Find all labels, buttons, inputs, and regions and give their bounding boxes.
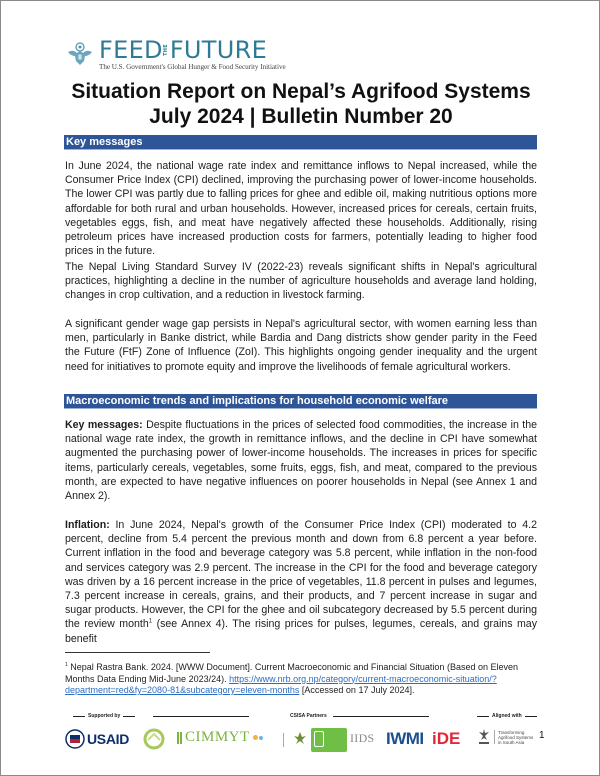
- paragraph: In June 2024, the national wage rate index and remittance inflows to Nepal increased, while the Consumer Price Index (CPI) declined, improving the purchasing power of lower-income households. The lower CPI was partly due to falling prices for ghee and edible oil, making nutritious options more affordable for both rural and urban households. However, increased prices for cereals, certain fruits, vegetables eggs, fish, and meat have negatively affected these households. Additionally, rising petroleum prices have increased production costs for farmers, potentially leading to higher food prices in the future.: [65, 160, 537, 258]
- feed-the-future-logo: [65, 34, 286, 74]
- iids-logo: IIDS: [350, 731, 375, 745]
- usaid-seal-icon: [65, 729, 85, 749]
- logo-word-feed: FEED: [99, 35, 163, 64]
- footnote-marker: 1: [65, 662, 68, 668]
- footer-divider: [153, 716, 249, 717]
- cimmyt-logo: [177, 729, 263, 746]
- usaid-logo: [65, 729, 129, 749]
- paragraph: The Nepal Living Standard Survey IV (2022-23) reveals significant shifts in Nepal's agricultural practices, highlighting a decline in the number of agriculture households and average land holding, changes in crop cultivation, and a reduction in livestock farming.: [65, 261, 537, 302]
- ide-logo: iDE: [432, 729, 461, 748]
- nepal-partner-logo: [311, 728, 347, 752]
- footnote-divider: [65, 652, 210, 653]
- great-seal-icon: [65, 39, 95, 69]
- tafss-logo: [477, 728, 533, 746]
- logo-tagline: The U.S. Government's Global Hunger & Food Security Initiative: [99, 62, 286, 71]
- usaid-wordmark: USAID: [87, 731, 130, 747]
- page-number: 1: [539, 730, 545, 741]
- inflation-label: Inflation:: [65, 519, 110, 531]
- cgiar-icon: [293, 731, 307, 747]
- iwmi-logo: IWMI: [386, 729, 424, 748]
- logo-separator: [283, 733, 284, 747]
- footer-divider: [333, 716, 429, 717]
- paragraph-key-messages: [65, 418, 537, 503]
- cgiar-wheat-icon: [477, 728, 491, 746]
- footnote-reference[interactable]: 1: [148, 618, 153, 625]
- logo-wordmark: [99, 35, 286, 64]
- inflation-text: In June 2024, Nepal's growth of the Consumer Price Index (CPI) moderated to 4.2 percent, decline from 5.4 percent the previous month and down from 6.8 percent a year before. Current inflation in the food and beverage category was 5.8 percent, while inflation in the non-food and services category was 2.9 percent. The increase in the CPI for the food and beverage category was driven by a 16 percent increase in the price of vegetables, 11.8 percent in pulses and legumes, 7.3 percent increase in cereals, grains, and their products, and 7 percent increase in sugar and sugar products. However, the CPI for the ghee and oil subcategory decreased by 5.5 percent during the review month: [65, 519, 537, 631]
- footnote-link[interactable]: https://www.nrb.org.np/category/current-macroeconomic-situation/?department=red&fy=2080-81&subcategory=eleven-months: [65, 673, 497, 695]
- report-title: Situation Report on Nepal’s Agrifood Systems: [71, 80, 531, 103]
- supported-by-label: Supported by: [73, 713, 135, 719]
- csisa-partners-label: CSISA Partners: [290, 713, 327, 719]
- key-messages-text: Despite fluctuations in the prices of selected food commodities, the increase in the national wage rate index, the growth in remittance inflows, and the decline in CPI have somewhat augmented the purchasing power of lower-income households. The increases in prices for specific items, particularly cereals, vegetables, some fruits, eggs, fish, and meat, compared to the previous month, are expected to have negative influences on poorer households in Nepal (see Annex 1 and Annex 2).: [65, 419, 537, 503]
- footnote-accessed: [Accessed on 17 July 2024].: [299, 685, 415, 695]
- cimmyt-wordmark: CIMMYT: [185, 729, 250, 745]
- partner-footer: [65, 713, 545, 753]
- key-messages-label: Key messages:: [65, 419, 143, 431]
- report-subtitle: July 2024 | Bulletin Number 20: [149, 105, 453, 128]
- paragraph: A significant gender wage gap persists in Nepal's agricultural sector, with women earning less than men, particularly in Banke district, while Bardia and Dang districts show gender parity in the Feed the Future (FtF) Zone of Influence (ZoI). This highlights ongoing gender inequality and the urgent need for initiatives to promote equity and improve the livelihoods of female agricultural workers.: [65, 318, 537, 373]
- nepal-agri-logo-icon: [143, 728, 165, 750]
- logo-word-future: FUTURE: [169, 35, 268, 64]
- section-heading-macroeconomic: Macroeconomic trends and implications for household economic welfare: [64, 394, 537, 409]
- section-heading-key-messages: Key messages: [64, 135, 537, 150]
- footnote-text: Nepal Rastra Bank. 2024. [WWW Document]. Current Macroeconomic and Financial Situation (Based on Eleven Months Data Ending Mid-June 2023/24).: [65, 662, 518, 684]
- footnote: [65, 662, 537, 697]
- logo-word-the: THE: [162, 43, 169, 56]
- tafss-text: Transforming Agrifood Systems in South Asia: [498, 729, 534, 745]
- inflation-text-continued: (see Annex 4). The rising prices for pulses, legumes, cereals, and grains may benefit: [65, 618, 537, 645]
- paragraph-inflation: [65, 518, 537, 646]
- aligned-with-label: Aligned with: [477, 713, 537, 719]
